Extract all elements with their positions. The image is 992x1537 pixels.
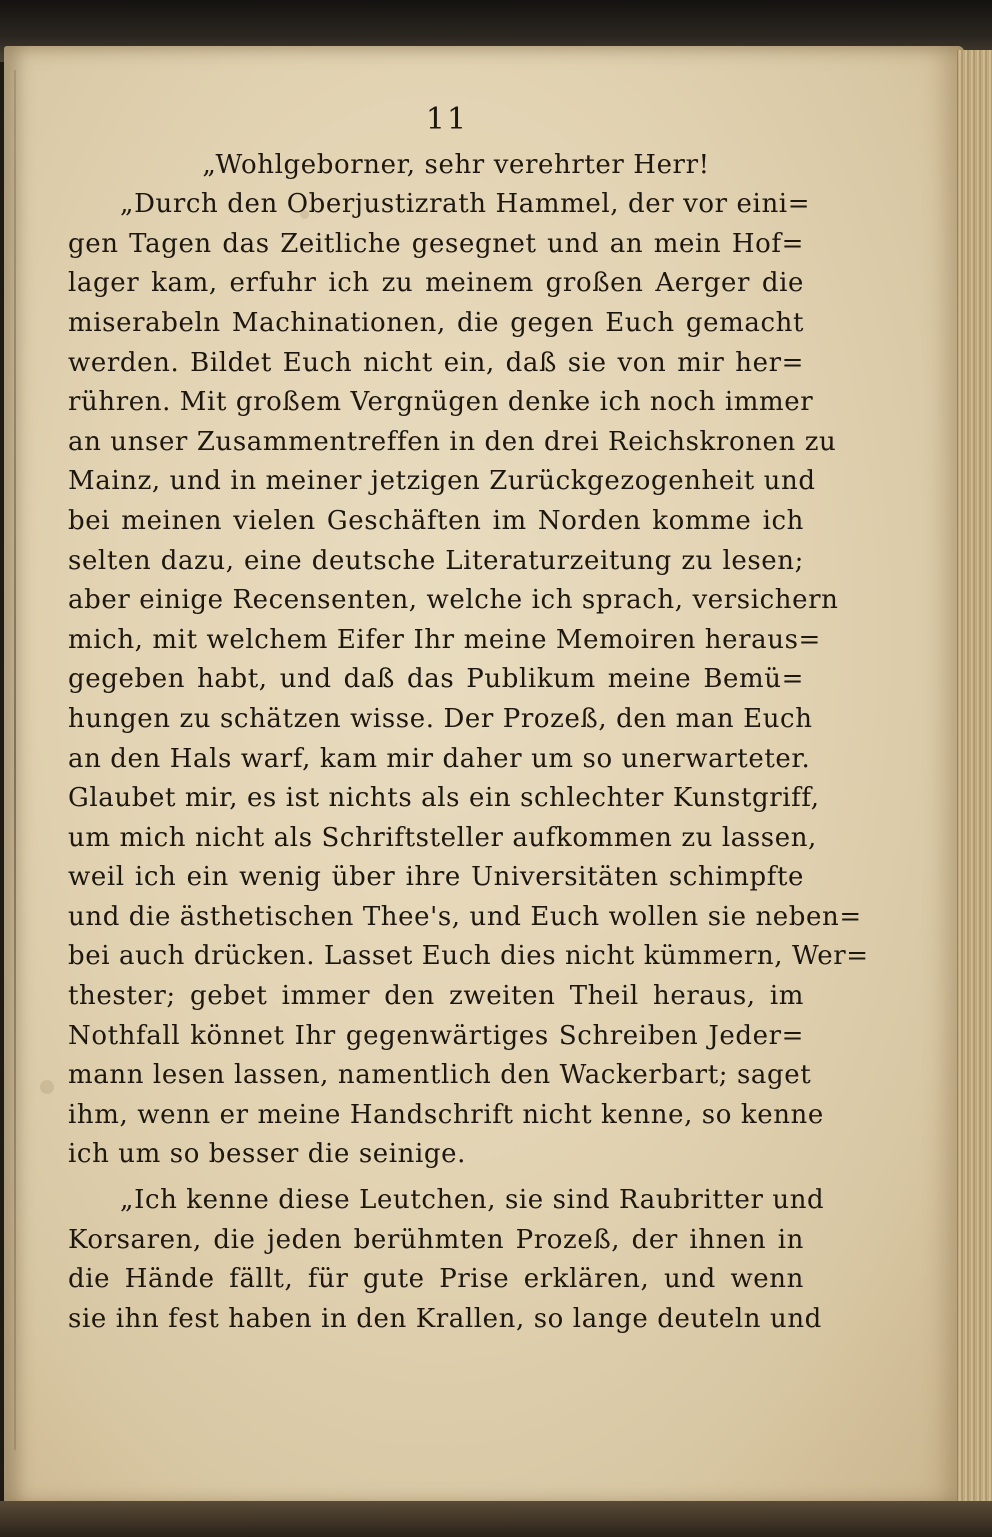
text-line: ich um so besser die seinige. xyxy=(68,1139,467,1170)
text-line: Korsaren, die jeden berühmten Prozeß, der ihnen in xyxy=(68,1224,804,1255)
scanner-bed-bottom xyxy=(0,1501,992,1537)
text-line: an unser Zusammentreffen in den drei Reichskronen zu xyxy=(68,426,837,457)
text-line: die Hände fällt, für gute Prise erklären, und wenn xyxy=(68,1264,804,1295)
text-line: gegeben habt, und daß das Publikum meine Bemü= xyxy=(68,664,804,695)
text-line: miserabeln Machinationen, die gegen Euch gemacht xyxy=(68,307,804,338)
text-line: lager kam, erfuhr ich zu meinem großen Aerger die xyxy=(68,268,804,299)
text-line: gen Tagen das Zeitliche gesegnet und an mein Hof= xyxy=(68,228,804,259)
text-line: bei meinen vielen Geschäften im Norden komme ich xyxy=(68,505,804,536)
text-line: Nothfall könnet Ihr gegenwärtiges Schreiben Jeder= xyxy=(68,1020,804,1051)
text-line: um mich nicht als Schriftsteller aufkommen zu lassen, xyxy=(68,822,817,853)
text-line: mann lesen lassen, namentlich den Wackerbart; saget xyxy=(68,1060,812,1091)
text-line: mich, mit welchem Eifer Ihr meine Memoiren heraus= xyxy=(68,624,821,655)
text-line: „Durch den Oberjustizrath Hammel, der vor eini= xyxy=(120,189,811,220)
text-line: rühren. Mit großem Vergnügen denke ich noch immer xyxy=(68,387,814,418)
salutation-line: „Wohlgeborner, sehr verehrter Herr! xyxy=(202,149,710,180)
text-line: selten dazu, eine deutsche Literaturzeitung zu lesen; xyxy=(68,545,804,576)
text-line: Mainz, und in meiner jetzigen Zurückgezogenheit und xyxy=(68,466,816,497)
text-line: aber einige Recensenten, welche ich sprach, versichern xyxy=(68,585,839,616)
text-line: „Ich kenne diese Leutchen, sie sind Raubritter und xyxy=(120,1185,825,1216)
text-line: ihm, wenn er meine Handschrift nicht kenne, so kenne xyxy=(68,1099,824,1130)
gutter-shadow xyxy=(14,70,16,1450)
text-line: thester; gebet immer den zweiten Theil heraus, im xyxy=(68,981,804,1012)
text-line: und die ästhetischen Thee's, und Euch wollen sie neben= xyxy=(68,901,862,932)
page-number: 11 xyxy=(425,102,469,137)
page-text xyxy=(68,100,869,1339)
text-line: hungen zu schätzen wisse. Der Prozeß, den man Euch xyxy=(68,703,813,734)
text-line: Glaubet mir, es ist nichts als ein schlechter Kunstgriff, xyxy=(68,783,820,814)
text-line: bei auch drücken. Lasset Euch dies nicht kümmern, Wer= xyxy=(68,941,869,972)
text-line: werden. Bildet Euch nicht ein, daß sie von mir her= xyxy=(68,347,804,378)
text-line: sie ihn fest haben in den Krallen, so lange deuteln und xyxy=(68,1303,822,1334)
page-edges xyxy=(957,50,992,1510)
paper-stain xyxy=(40,1080,54,1094)
text-line: weil ich ein wenig über ihre Universitäten schimpfte xyxy=(68,862,804,893)
text-line: an den Hals warf, kam mir daher um so unerwarteter. xyxy=(68,743,811,774)
